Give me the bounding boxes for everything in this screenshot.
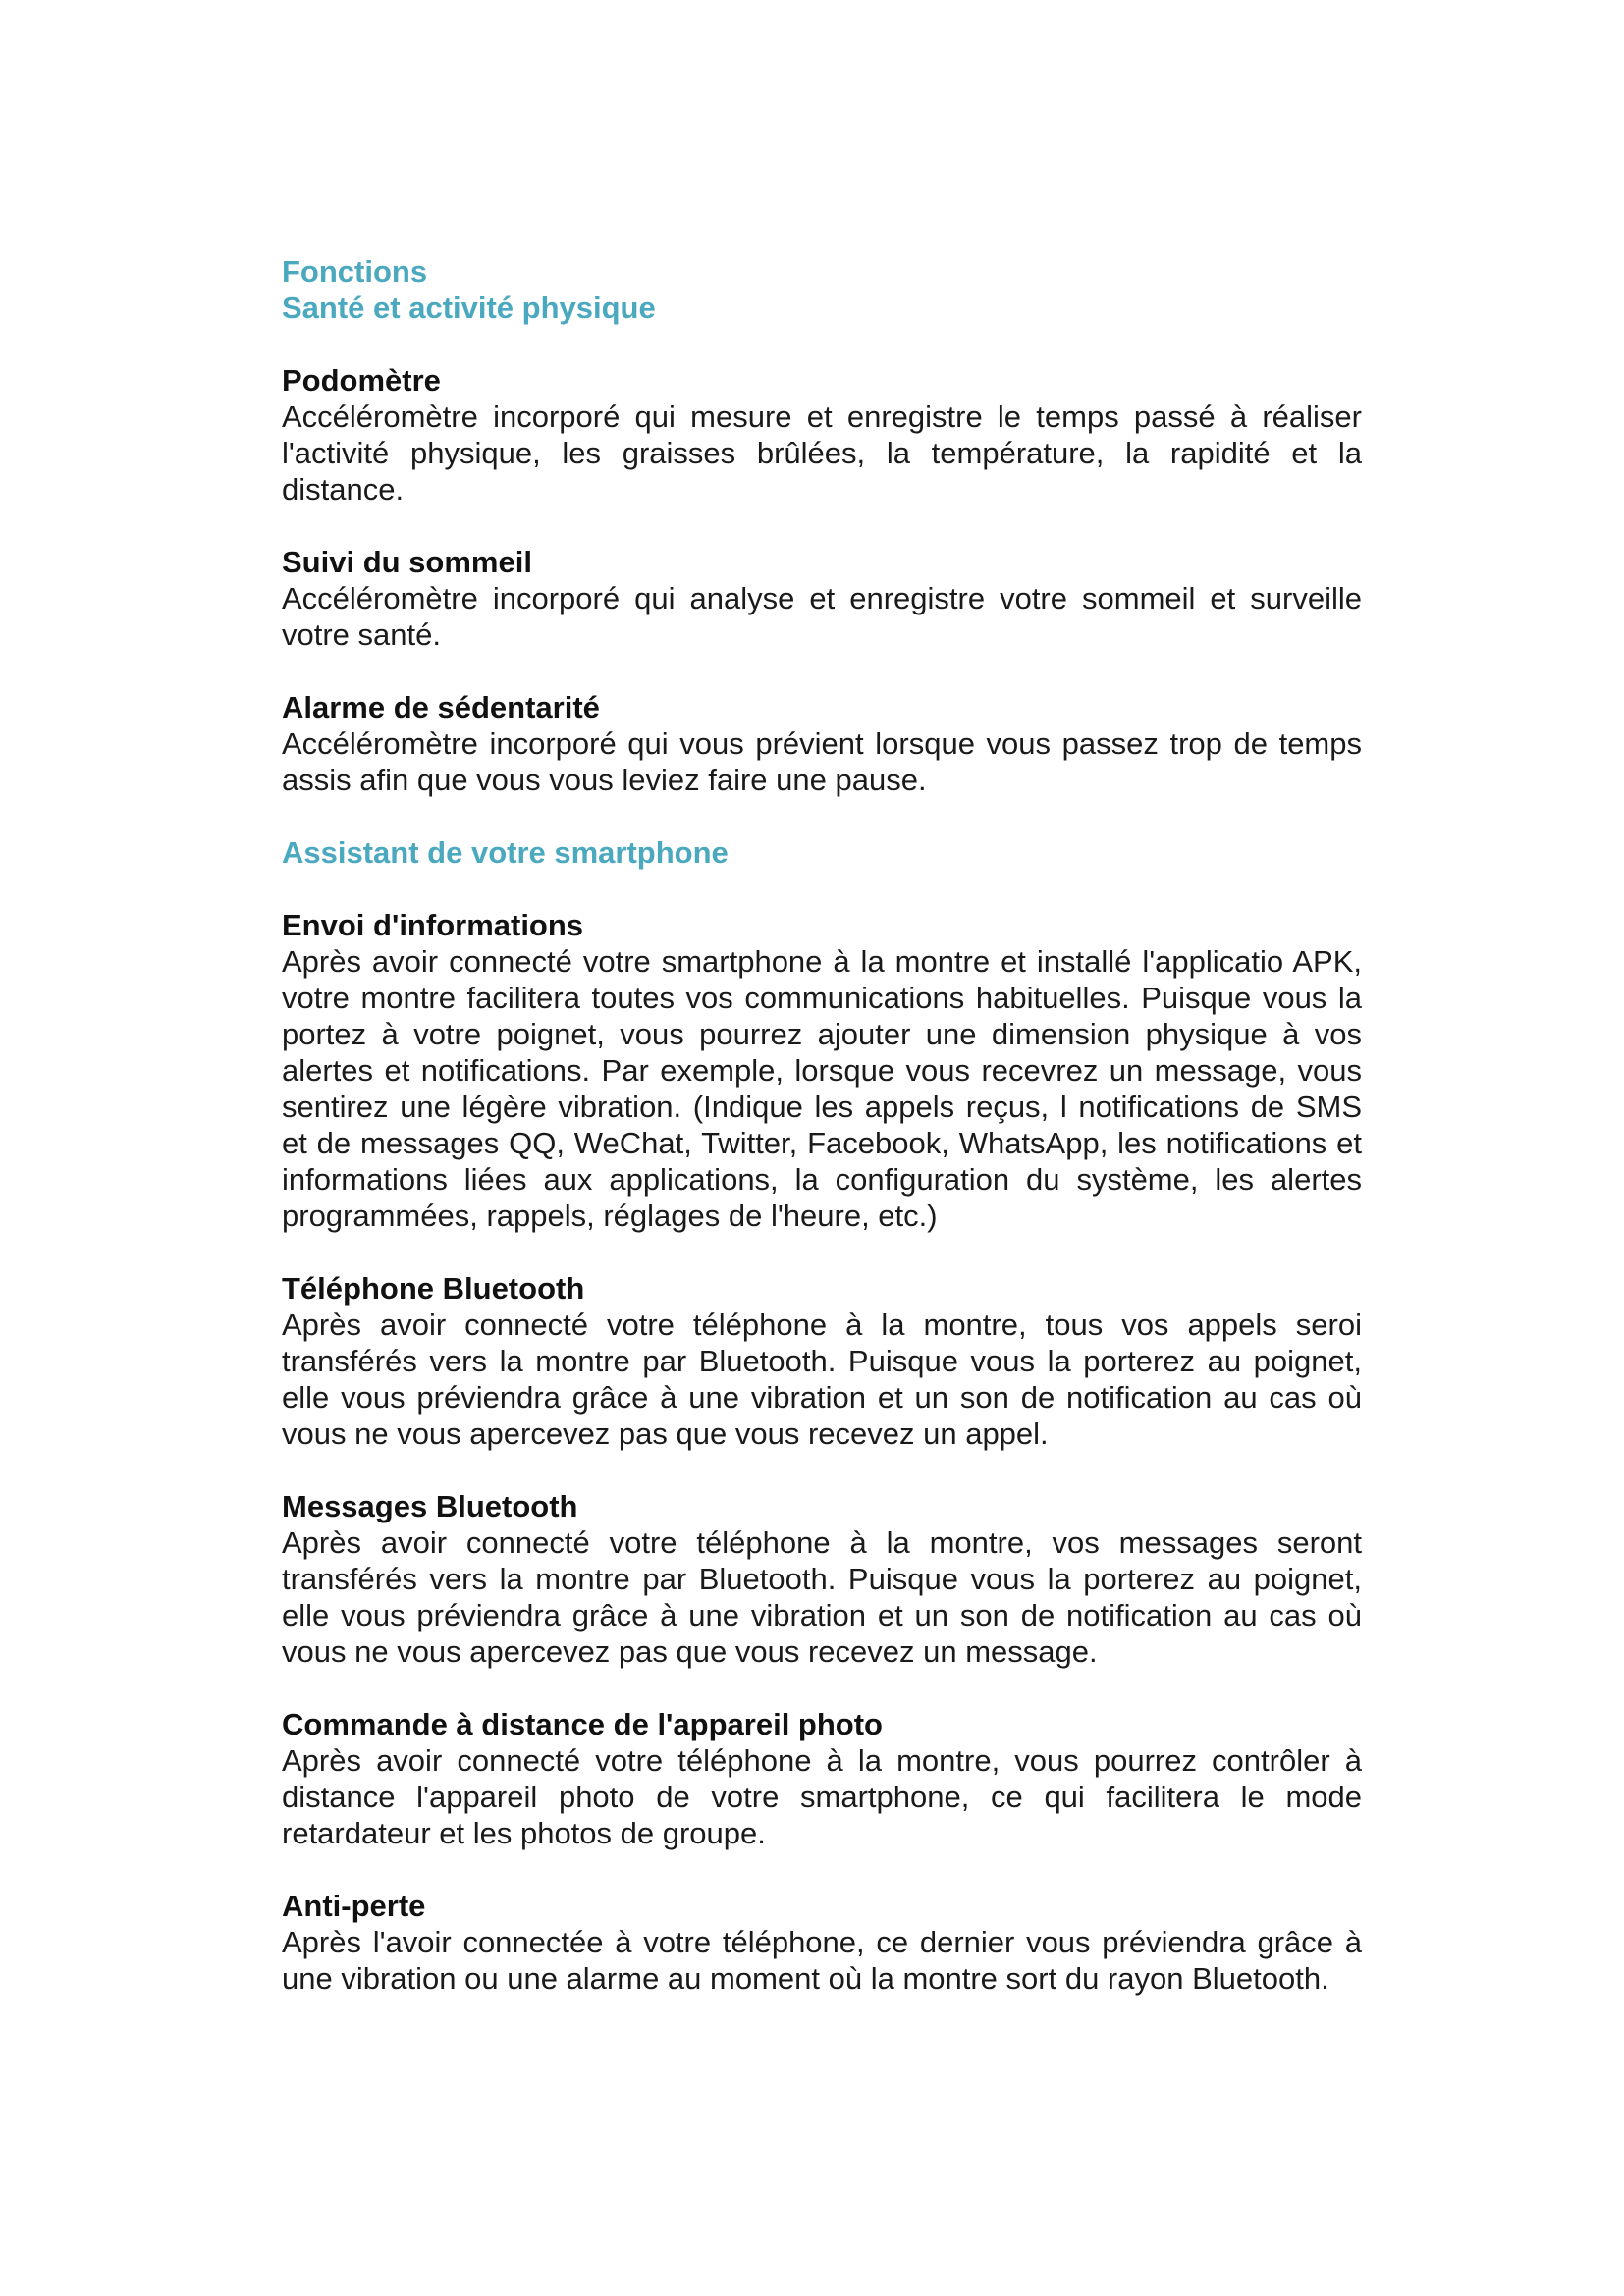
feature-description: Accéléromètre incorporé qui mesure et enregistre le temps passé à réaliser l'activité physique, les graisses brûlées, la température, la rapidité et la distance. bbox=[282, 400, 1362, 507]
feature-title: Alarme de sédentarité bbox=[282, 690, 600, 724]
feature-title: Suivi du sommeil bbox=[282, 545, 532, 579]
feature-description: Après avoir connecté votre téléphone à la montre, vous pourrez contrôler à distance l'appareil photo de votre smartphone, ce qui facilitera le mode retardateur et les photos de groupe. bbox=[282, 1743, 1362, 1850]
feature-title: Anti-perte bbox=[282, 1889, 426, 1923]
feature-title: Messages Bluetooth bbox=[282, 1489, 578, 1523]
feature-sedentary-alarm bbox=[282, 689, 1362, 798]
feature-bluetooth-messages bbox=[282, 1488, 1362, 1670]
feature-title: Commande à distance de l'appareil photo bbox=[282, 1707, 883, 1741]
feature-description: Après avoir connecté votre smartphone à la montre et installé l'applicatio APK, votre montre facilitera toutes vos communications habituelles. Puisque vous la portez à votre poignet, vous pourrez ajouter une dimension physique à vos alertes et notifications. Par exemple, lorsque vous recevrez un message, vous sentirez une légère vibration. (Indique les appels reçus, l notifications de SMS et de messages QQ, WeChat, Twitter, Facebook, WhatsApp, les notifications et informations liées aux applications, la configuration du système, les alertes programmées, rappels, réglages de l'heure, etc.) bbox=[282, 944, 1362, 1233]
feature-remote-camera bbox=[282, 1706, 1362, 1851]
assistant-section-heading: Assistant de votre smartphone bbox=[282, 835, 729, 870]
feature-sleep-tracking bbox=[282, 544, 1362, 653]
feature-title: Podomètre bbox=[282, 363, 441, 398]
feature-description: Après avoir connecté votre téléphone à la montre, vos messages seront transférés vers la montre par Bluetooth. Puisque vous la porterez au poignet, elle vous préviendra grâce à une vibration et un son de notification au cas où vous ne vous apercevez pas que vous recevez un message. bbox=[282, 1525, 1362, 1669]
health-section-heading: Santé et activité physique bbox=[282, 291, 656, 325]
feature-bluetooth-phone bbox=[282, 1270, 1362, 1452]
feature-description: Accéléromètre incorporé qui analyse et enregistre votre sommeil et surveille votre santé. bbox=[282, 581, 1362, 652]
feature-title: Envoi d'informations bbox=[282, 908, 584, 942]
feature-description: Après l'avoir connectée à votre téléphone, ce dernier vous préviendra grâce à une vibration ou une alarme au moment où la montre sort du rayon Bluetooth. bbox=[282, 1925, 1362, 1996]
feature-title: Téléphone Bluetooth bbox=[282, 1271, 585, 1306]
feature-description: Après avoir connecté votre téléphone à la montre, tous vos appels seroi transférés vers la montre par Bluetooth. Puisque vous la porterez au poignet, elle vous préviendra grâce à une vibration et un son de notification au cas où vous ne vous apercevez pas que vous recevez un appel. bbox=[282, 1308, 1362, 1451]
feature-description: Accéléromètre incorporé qui vous prévient lorsque vous passez trop de temps assis afin que vous vous leviez faire une pause. bbox=[282, 726, 1362, 797]
document-title: Fonctions bbox=[282, 254, 428, 289]
feature-anti-loss bbox=[282, 1888, 1362, 1997]
document-page bbox=[282, 253, 1362, 2033]
feature-notifications bbox=[282, 907, 1362, 1234]
feature-pedometer bbox=[282, 362, 1362, 507]
